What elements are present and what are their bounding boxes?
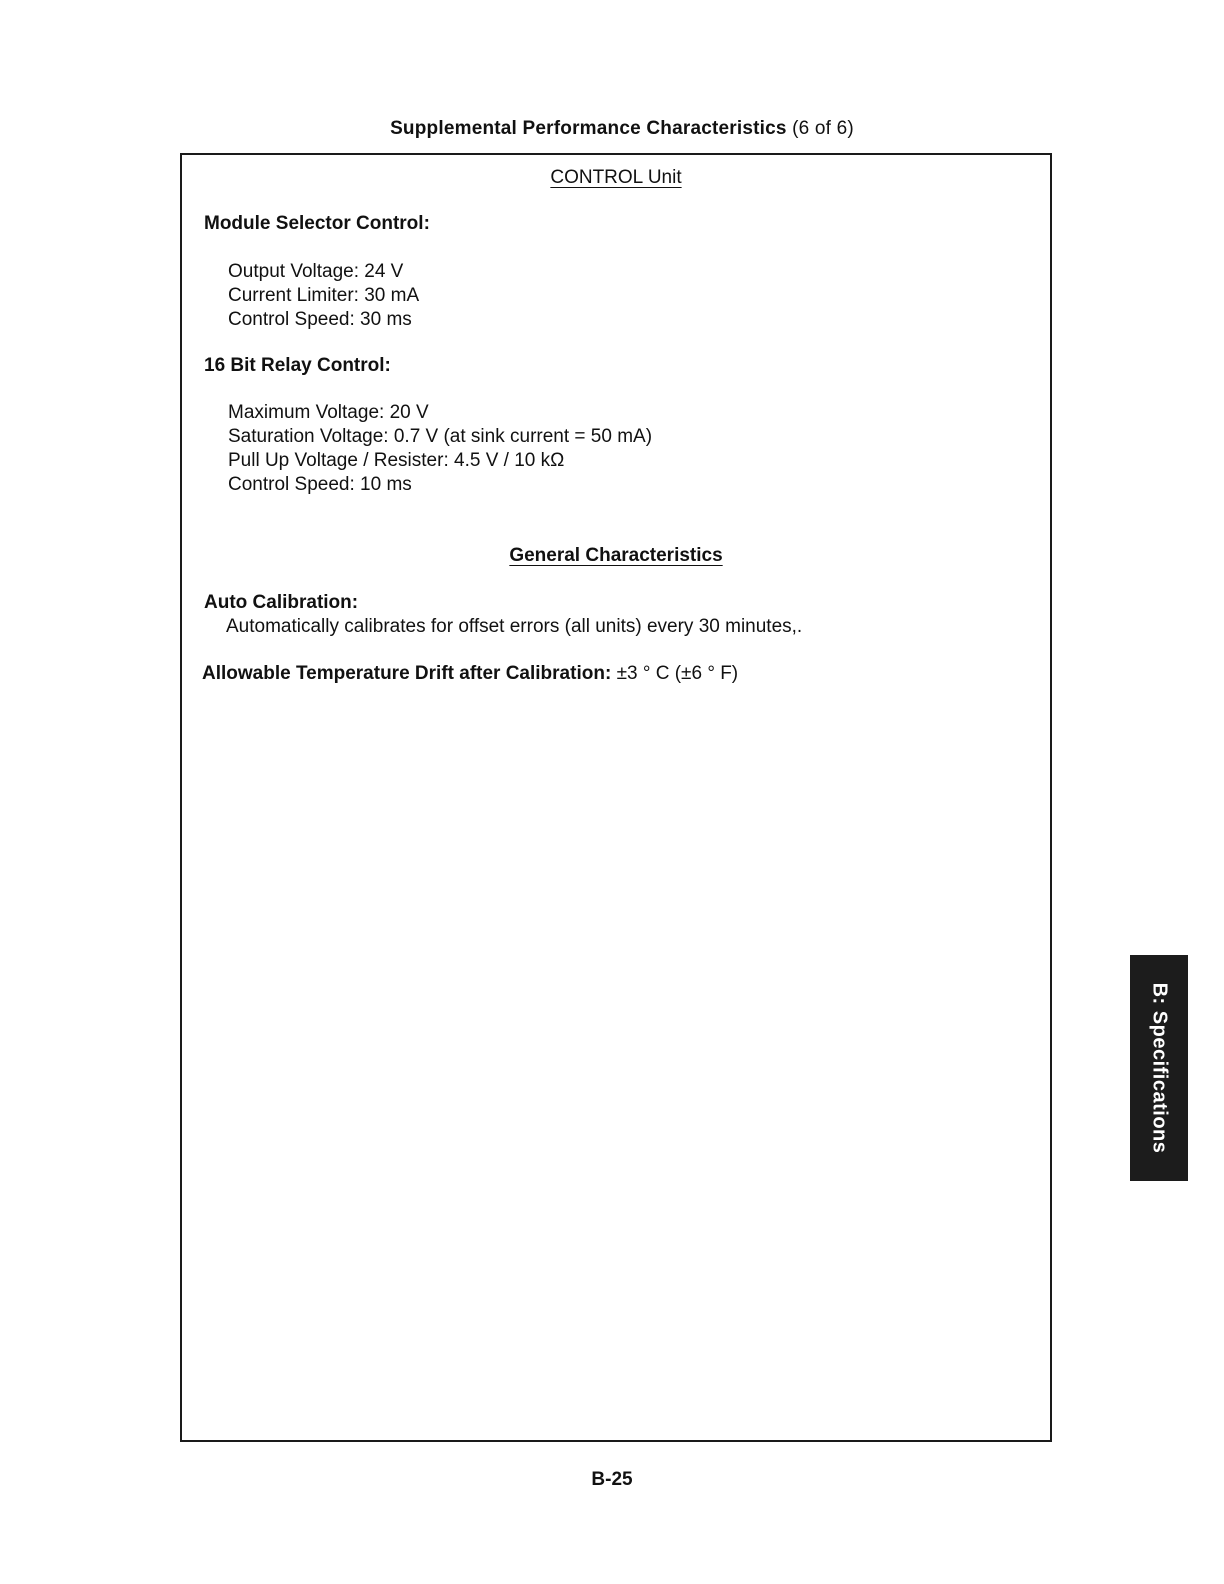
relay-control-spec-line: Saturation Voltage: 0.7 V (at sink current = 50 mA) <box>228 426 653 447</box>
section-tab-label: B: Specifications <box>1148 982 1171 1154</box>
relay-control-spec-line: Maximum Voltage: 20 V <box>228 402 429 423</box>
relay-control-specs <box>228 401 652 497</box>
page-number: B-25 <box>591 1469 633 1490</box>
module-selector-spec-line: Current Limiter: 30 mA <box>228 285 420 306</box>
general-characteristics-heading: General Characteristics <box>509 545 723 566</box>
temperature-drift-line <box>202 663 738 685</box>
specification-box <box>180 153 1052 1442</box>
page-title-text: Supplemental Performance Characteristics <box>390 118 787 139</box>
relay-control-spec-line: Pull Up Voltage / Resister: 4.5 V / 10 kΩ <box>228 450 565 471</box>
auto-calibration-text: Automatically calibrates for offset errors (all units) every 30 minutes,. <box>226 616 803 637</box>
control-unit-heading: CONTROL Unit <box>550 167 682 188</box>
module-selector-heading: Module Selector Control: <box>204 213 430 234</box>
page-title <box>0 118 1224 140</box>
temperature-drift-value: ±3 ° C (±6 ° F) <box>616 663 739 684</box>
module-selector-specs <box>228 260 419 332</box>
page-title-suffix: (6 of 6) <box>792 118 854 139</box>
module-selector-spec-line: Control Speed: 30 ms <box>228 309 412 330</box>
section-tab <box>1130 955 1188 1181</box>
relay-control-spec-line: Control Speed: 10 ms <box>228 474 412 495</box>
relay-control-heading: 16 Bit Relay Control: <box>204 355 391 376</box>
module-selector-spec-line: Output Voltage: 24 V <box>228 261 404 282</box>
auto-calibration-heading: Auto Calibration: <box>204 592 359 613</box>
temperature-drift-label: Allowable Temperature Drift after Calibration: <box>202 663 612 684</box>
